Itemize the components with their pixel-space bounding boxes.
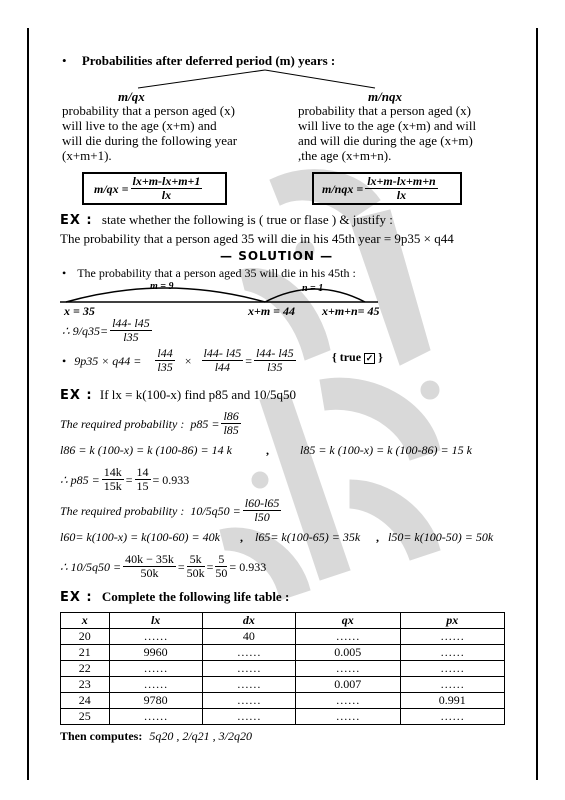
eq2-fraction2 [202,347,244,374]
p85-d1: 15k [103,479,122,493]
heading-row: • Probabilities after deferred period (m) years : [62,53,336,68]
table-cell: …… [202,677,295,693]
table-cell: 0.005 [296,645,400,661]
p85-n2: 14 [136,465,149,479]
eq1-fraction [110,317,152,344]
table-cell: 40 [202,629,295,645]
verdict-close: } [378,350,383,364]
times-sign: × [184,353,192,368]
table-cell: 9960 [109,645,202,661]
table-row [61,661,505,677]
eq2-f2-num: l44- l45 [203,346,242,360]
eq2-f2-den: l44 [214,360,231,374]
table-cell: …… [400,629,505,645]
l65-line: l65= k(100-65) = 35k [255,530,361,544]
table-row [61,645,505,661]
checkbox-checked-icon: ✓ [365,353,374,363]
timeline-xm-label: x+m = 44 [248,304,296,318]
ex3-text: Complete the following life table : [101,589,290,604]
q50-fraction2 [187,553,205,580]
eq1-den: l35 [123,330,139,344]
verdict-text: { true [332,350,362,364]
timeline-m-label: m = 9 [150,281,174,292]
eq2-fraction3 [254,347,296,374]
req1-fraction [221,410,240,437]
ex2-tag: EX : [60,388,93,403]
right-notation: m/nqx [368,89,402,104]
eq1-row [62,317,154,344]
ex1-tag: EX : [60,213,93,228]
column-header: qx [296,613,400,629]
left-desc-line: will die during the following year [62,133,238,148]
table-cell: …… [400,677,505,693]
req1-row [60,410,243,437]
table-cell: 0.991 [400,693,505,709]
comma-separator: , [266,443,269,457]
table-cell: 0.007 [296,677,400,693]
l86-line: l86 = k (100-x) = k (100-86) = 14 k [60,443,232,457]
req2-fraction [243,497,282,524]
table-cell: 20 [61,629,110,645]
table-cell: 25 [61,709,110,725]
then-row [60,729,252,743]
table-row [61,629,505,645]
verdict [332,350,383,364]
table-cell: …… [296,629,400,645]
table-cell: …… [296,693,400,709]
comma-separator: , [376,530,379,544]
p85-n1: 14k [103,465,122,479]
q50-fraction3 [215,553,227,580]
solution-label: — SOLUTION — [220,249,334,263]
timeline-x-label: x = 35 [64,304,95,318]
ex3-tag: EX : [60,590,93,605]
left-formula-box [82,172,227,205]
table-cell: …… [202,645,295,661]
right-formula-box [312,172,462,205]
left-formula-lhs: m/qx = [94,181,129,196]
timeline-xmn-label: x+m+n= 45 [322,304,380,318]
eq2-f3-den: l35 [267,360,283,374]
eq2-lhs: 9p35 × q44 = [74,353,142,368]
eq1-num: l44- l45 [112,316,150,330]
left-formula-num: lx+m-lx+m+1 [132,174,201,188]
table-cell: …… [296,709,400,725]
table-cell: …… [202,709,295,725]
req1-den: l85 [223,423,239,437]
table-cell: 24 [61,693,110,709]
req2-lhs: 10/5q50 = [190,503,241,518]
q50-row: ∴ 10/5q50 = $\frac{40k - 35k}{50k}$ = $\frac{5k}{50k}$ = $\frac{5}{50}$ = 0.933 [60,552,267,580]
table-cell: …… [400,709,505,725]
table-row [61,677,505,693]
eq2-f3-num: l44- l45 [255,346,294,360]
l60-line: l60= k(100-x) = k(100-60) = 40k [60,530,220,544]
right-desc-line: will live to the age (x+m) and will [298,118,477,133]
right-desc-line: probability that a person aged (x) [298,103,471,118]
q50-d2: 50k [186,566,205,580]
table-cell: …… [400,645,505,661]
table-cell: 23 [61,677,110,693]
l50-line: l50= k(100-50) = 50k [388,530,494,544]
solution-text: SOLUTION [238,249,315,263]
ex2-row [60,387,296,403]
section-heading: Probabilities after deferred period (m) years : [81,53,336,68]
branch-lines [130,68,380,90]
table-cell: …… [202,661,295,677]
ex1-row [60,212,393,228]
req2-row [60,497,283,524]
right-formula-fraction [365,175,438,202]
ex3-row [60,589,289,605]
eq2-fraction1 [155,347,174,374]
ex1-text: state whether the following is ( true or flase ) & justify : [101,212,393,227]
q50-d3: 50 [215,566,228,580]
table-cell: …… [296,661,400,677]
req1-label: The required probability : [60,416,185,431]
p85-row: ∴ p85 = $\frac{14k}{15k}$ = $\frac{14}{15}$ = 0.933 [60,465,190,493]
req2-num: l60-l65 [244,496,280,510]
req2-label: The required probability : [60,503,185,518]
right-desc-line: ,the age (x+m+n). [298,148,392,163]
column-header: dx [202,613,295,629]
q50-n2: 5k [187,553,205,567]
p85-fraction1 [102,466,124,493]
table-header-row [61,613,505,629]
table-cell: 9780 [109,693,202,709]
bullet2-text: The probability that a person aged 35 will die in his 45th : [77,266,356,280]
q50-d1: 50k [140,566,159,580]
table-cell: …… [400,661,505,677]
comma-separator: , [240,530,243,544]
eq2-row: • 9p35 × q44 = $\frac{l44}{l35}$ × $\frac{l44- l45}{l44}$ = $\frac{l44- l45}{l35}$ [62,346,294,374]
req1-num: l86 [223,409,239,423]
timeline-n-label: n = 1 [302,283,324,294]
left-desc-line: (x+m+1). [62,148,112,163]
table-cell: …… [109,661,202,677]
req1-lhs: p85 = [190,416,220,431]
p85-fraction2 [135,466,151,493]
p85-result: = 0.933 [152,472,190,487]
p85-lhs: ∴ p85 = [60,472,100,487]
q50-fraction1 [123,553,176,580]
left-notation: m/qx [118,89,145,104]
table-cell: …… [202,693,295,709]
eq1-lhs: ∴ 9/q35= [62,323,109,338]
table-row [61,693,505,709]
column-header: x [61,613,110,629]
p85-d2: 15 [136,479,149,493]
ex2-text: If lx = k(100-x) find p85 and 10/5q50 [99,387,297,402]
table-cell: …… [109,677,202,693]
req2-den: l50 [254,510,270,524]
table-cell: …… [109,709,202,725]
eq2-f1-den: l35 [157,360,173,374]
column-header: px [400,613,505,629]
q50-result: = 0.933 [229,559,267,574]
eq2-f1-num: l44 [157,346,173,360]
then-label: Then computes: [60,729,143,743]
l85-line: l85 = k (100-x) = k (100-86) = 15 k [300,443,472,457]
ex1-statement: The probability that a person aged 35 will die in his 45th year = 9p35 × q44 [60,231,454,246]
table-row [61,709,505,725]
right-desc-line: and will die during the age (x+m) [298,133,473,148]
right-formula-lhs: m/nqx = [322,181,364,196]
q50-lhs: ∴ 10/5q50 = [60,559,122,574]
left-formula-den: lx [161,188,172,202]
table-cell: …… [109,629,202,645]
bullet2-row: • The probability that a person aged 35 will die in his 45th : [62,266,356,280]
column-header: lx [109,613,202,629]
right-formula-den: lx [396,188,407,202]
then-items: 5q20 , 2/q21 , 3/2q20 [149,729,253,743]
left-desc-line: probability that a person aged (x) [62,103,235,118]
table-cell: 21 [61,645,110,661]
left-formula-fraction [131,175,203,202]
left-desc-line: will live to the age (x+m) and [62,118,217,133]
right-description [298,103,528,163]
table-cell: 22 [61,661,110,677]
q50-n3: 5 [215,553,227,567]
life-table [60,612,505,725]
q50-n1: 40k − 35k [125,552,174,566]
right-formula-num: lx+m-lx+m+n [367,174,436,188]
left-description [62,103,297,163]
